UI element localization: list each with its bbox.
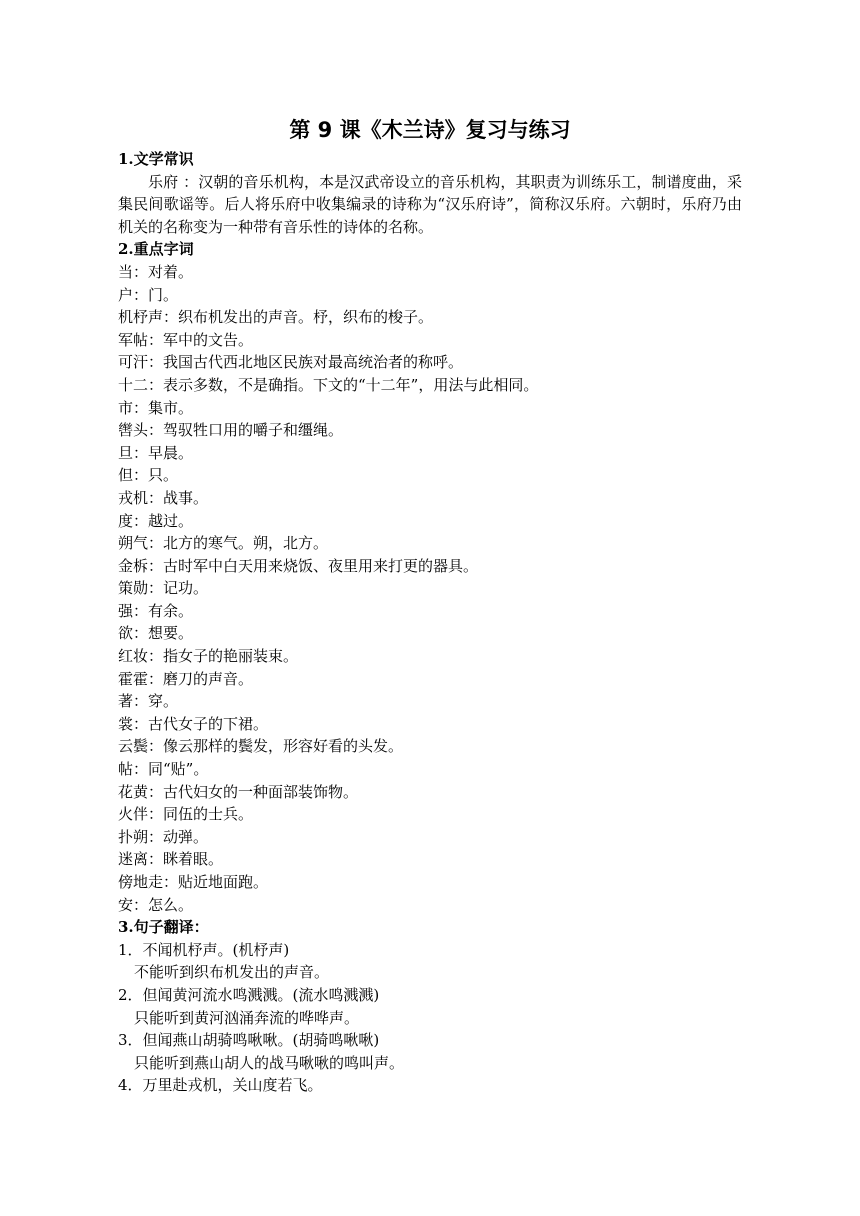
translation-sentence: 3．但闻燕山胡骑鸣啾啾。(胡骑鸣啾啾) (118, 1031, 380, 1050)
list-item: 火伴：同伍的士兵。 (118, 805, 254, 824)
list-item: 度：越过。 (118, 511, 194, 530)
list-item: 机杼声：织布机发出的声音。杼，织布的梭子。 (118, 308, 434, 327)
list-item: 策勋：记功。 (118, 579, 209, 598)
section-literary-knowledge-heading: 1.文学常识 (118, 150, 194, 168)
translation-answer: 只能听到黄河汹涌奔流的哗哗声。 (134, 1008, 360, 1027)
list-item: 强：有余。 (118, 601, 194, 620)
list-item: 旦：早晨。 (118, 443, 194, 462)
page-title: 第 9 课《木兰诗》复习与练习 (289, 118, 571, 142)
list-item: 但：只。 (118, 466, 179, 485)
list-item: 云鬓：像云那样的鬓发，形容好看的头发。 (118, 737, 404, 756)
list-item: 扑朔：动弹。 (118, 827, 209, 846)
translation-list (118, 939, 742, 1097)
list-item: 霍霍：磨刀的声音。 (118, 669, 254, 688)
list-item: 帖：同“贴”。 (118, 760, 209, 779)
translation-answer: 只能听到燕山胡人的战马啾啾的鸣叫声。 (134, 1053, 405, 1072)
list-item: 红妆：指女子的艳丽装束。 (118, 647, 299, 666)
list-item: 可汗：我国古代西北地区民族对最高统治者的称呼。 (118, 353, 464, 372)
list-item: 著：穿。 (118, 692, 179, 711)
document-page (118, 112, 742, 1097)
list-item: 戎机：战事。 (118, 488, 209, 507)
translation-sentence: 2．但闻黄河流水鸣溅溅。(流水鸣溅溅) (118, 985, 380, 1004)
list-item: 安：怎么。 (118, 895, 194, 914)
list-item: 户：门。 (118, 285, 179, 304)
section-literary-knowledge-paragraph: 乐府 ：汉朝的音乐机构，本是汉武帝设立的音乐机构，其职责为训练乐工，制谱度曲，采集民间歌谣等。后人将乐府中收集编录的诗称为“汉乐府诗”，简称汉乐府。六朝时，乐府乃由机关的名称变为一种带有音乐性的诗体的名称。 (118, 172, 742, 236)
translation-answer: 不能听到织布机发出的声音。 (134, 963, 330, 982)
list-item: 金柝：古时军中白天用来烧饭、夜里用来打更的器具。 (118, 556, 479, 575)
section-translation-heading: 3.句子翻译： (118, 918, 209, 937)
list-item: 军帖：军中的文告。 (118, 330, 254, 349)
translation-sentence: 4．万里赴戎机，关山度若飞。 (118, 1076, 323, 1095)
list-item: 傍地走：贴近地面跑。 (118, 873, 269, 892)
list-item: 裳：古代女子的下裙。 (118, 714, 269, 733)
list-item: 辔头：驾驭牲口用的嚼子和缰绳。 (118, 421, 344, 440)
list-item: 迷离：眯着眼。 (118, 850, 224, 869)
section-key-words-heading: 2.重点字词 (118, 240, 194, 259)
list-item: 十二：表示多数，不是确指。下文的“十二年”，用法与此相同。 (118, 375, 539, 394)
list-item: 花黄：古代妇女的一种面部装饰物。 (118, 782, 359, 801)
list-item: 欲：想要。 (118, 624, 194, 643)
list-item: 当：对着。 (118, 262, 194, 281)
key-words-list (118, 261, 742, 916)
list-item: 市：集市。 (118, 398, 194, 417)
translation-sentence: 1．不闻机杼声。(机杼声) (118, 940, 290, 959)
list-item: 朔气：北方的寒气。朔，北方。 (118, 534, 329, 553)
